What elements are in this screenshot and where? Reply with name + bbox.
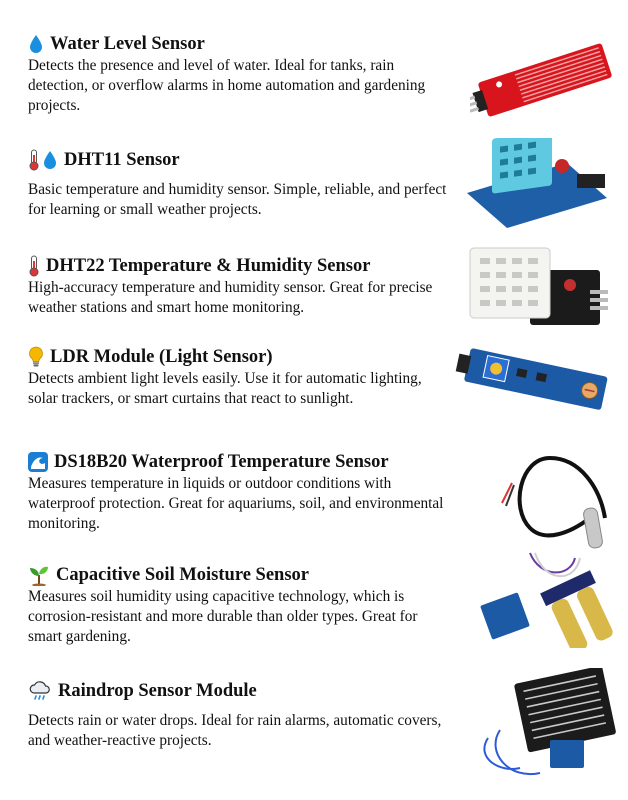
ldr-module-image: [455, 348, 615, 418]
sensor-entry-ds18b20: [28, 450, 448, 534]
sensor-entry-dht22: [28, 254, 448, 318]
sensor-entry-soil-moisture: [28, 563, 448, 647]
rain-cloud-icon: [28, 680, 52, 702]
sensor-title: Raindrop Sensor Module: [58, 680, 257, 701]
sensor-title: DHT11 Sensor: [64, 149, 180, 170]
sensor-description: Measures soil humidity using capacitive technology, which is corrosion-resistant and more durable than older types. Great for smart gardening.: [28, 588, 418, 645]
sensor-description: High-accuracy temperature and humidity sensor. Great for precise weather stations and smart home monitoring.: [28, 279, 433, 316]
sensor-entry-water-level: [28, 32, 448, 116]
sensor-description: Basic temperature and humidity sensor. Simple, reliable, and perfect for learning or small weather projects.: [28, 181, 447, 218]
sensor-title: Water Level Sensor: [50, 33, 205, 54]
thermometer-icon: [28, 149, 40, 171]
raindrop-sensor-image: [480, 668, 620, 783]
sensor-title: DHT22 Temperature & Humidity Sensor: [46, 255, 371, 276]
thermometer-icon: [28, 255, 40, 277]
dht22-sensor-image: [460, 240, 610, 335]
sensor-description: Detects rain or water drops. Ideal for rain alarms, automatic covers, and weather-reactive projects.: [28, 712, 442, 749]
ds18b20-probe-image: [500, 448, 620, 558]
water-drop-icon: [42, 150, 58, 170]
water-drop-icon: [28, 34, 44, 54]
sensor-entry-raindrop: [28, 679, 448, 751]
seedling-icon: [28, 564, 50, 586]
sensor-description: Detects ambient light levels easily. Use it for automatic lighting, solar trackers, or smart curtains that react to sunlight.: [28, 370, 422, 407]
dht11-sensor-image: [462, 138, 612, 228]
sensor-entry-ldr: [28, 345, 448, 409]
light-bulb-icon: [28, 346, 44, 368]
water-level-sensor-image: [470, 40, 620, 120]
sensor-title: Capacitive Soil Moisture Sensor: [56, 564, 309, 585]
wave-icon: [28, 452, 48, 472]
soil-moisture-sensor-image: [480, 548, 620, 648]
sensor-description: Measures temperature in liquids or outdoor conditions with waterproof protection. Great for aquariums, soil, and environmental monitoring.: [28, 475, 444, 532]
sensor-entry-dht11: [28, 148, 448, 220]
sensor-title: LDR Module (Light Sensor): [50, 346, 273, 367]
sensor-title: DS18B20 Waterproof Temperature Sensor: [54, 451, 389, 472]
sensor-description: Detects the presence and level of water. Ideal for tanks, rain detection, or overflow alarms in home automation and gardening projects.: [28, 57, 426, 114]
